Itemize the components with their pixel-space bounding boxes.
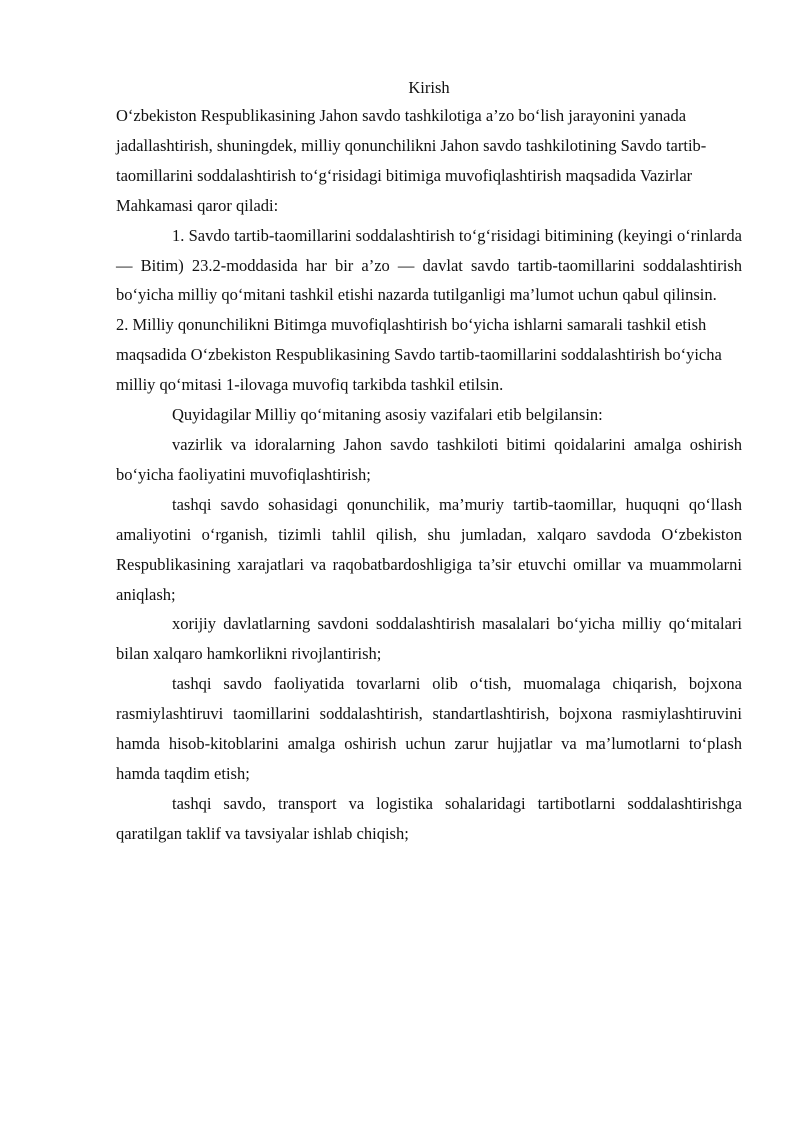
task-item-4: tashqi savdo faoliyatida tovarlarni olib o‘tish, muomalaga chiqarish, bojxona rasmiylashtiruvi taomillarini soddalashtirish, standartlashtirish, bojxona rasmiylashtiruvini hamda hisob-kitoblarini amalga oshirish uchun zarur hujjatlar va ma’lumotlarni to‘plash hamda taqdim etish;: [116, 674, 742, 783]
preamble-paragraph: O‘zbekiston Respublikasining Jahon savdo tashkilotiga a’zo bo‘lish jarayonini yanada jadallashtirish, shuningdek, milliy qonunchilikni Jahon savdo tashkilotining Savdo tartib-taomillarini soddalashtirish to‘g‘risidagi bitimiga muvofiqlashtirish maqsadida Vazirlar Mahkamasi qaror qiladi:: [116, 106, 707, 215]
tasks-intro-paragraph: Quyidagilar Milliy qo‘mitaning asosiy vazifalari etib belgilansin:: [172, 405, 603, 425]
task-item-5: tashqi savdo, transport va logistika sohalaridagi tartibotlarni soddalashtirishga qaratilgan taklif va tavsiyalar ishlab chiqish;: [116, 793, 742, 843]
task-item-3: xorijiy davlatlarning savdoni soddalashtirish masalalari bo‘yicha milliy qo‘mitalari bilan xalqaro hamkorlikni rivojlantirish;: [116, 614, 742, 664]
task-item-1: vazirlik va idoralarning Jahon savdo tashkiloti bitimi qoidalarini amalga oshirish bo‘yicha faoliyatini muvofiqlashtirish;: [116, 434, 742, 484]
clause-1-paragraph: 1. Savdo tartib-taomillarini soddalashtirish to‘g‘risidagi bitimining (keyingi o‘rinlarda — Bitim) 23.2-moddasida har bir a’zo — davlat savdo tartib-taomillarini soddalashtirish bo‘yicha milliy qo‘mitani tashkil etishi nazarda tutilganligi ma’lumot uchun qabul qilinsin.: [116, 225, 742, 305]
document-title: Kirish: [408, 78, 450, 97]
document-body: [116, 75, 742, 849]
clause-2-paragraph: 2. Milliy qonunchilikni Bitimga muvofiqlashtirish bo‘yicha ishlarni samarali tashkil etish maqsadida O‘zbekiston Respublikasining Savdo tartib-taomillarini soddalashtirish bo‘yicha milliy qo‘mitasi 1-ilovaga muvofiq tarkibda tashkil etilsin.: [116, 315, 722, 395]
task-item-2: tashqi savdo sohasidagi qonunchilik, ma’muriy tartib-taomillar, huquqni qo‘llash amaliyotini o‘rganish, tizimli tahlil qilish, shu jumladan, xalqaro savdoda O‘zbekiston Respublikasining xarajatlari va raqobatbardoshligiga ta’sir etuvchi omillar va muammolarni aniqlash;: [116, 494, 742, 604]
